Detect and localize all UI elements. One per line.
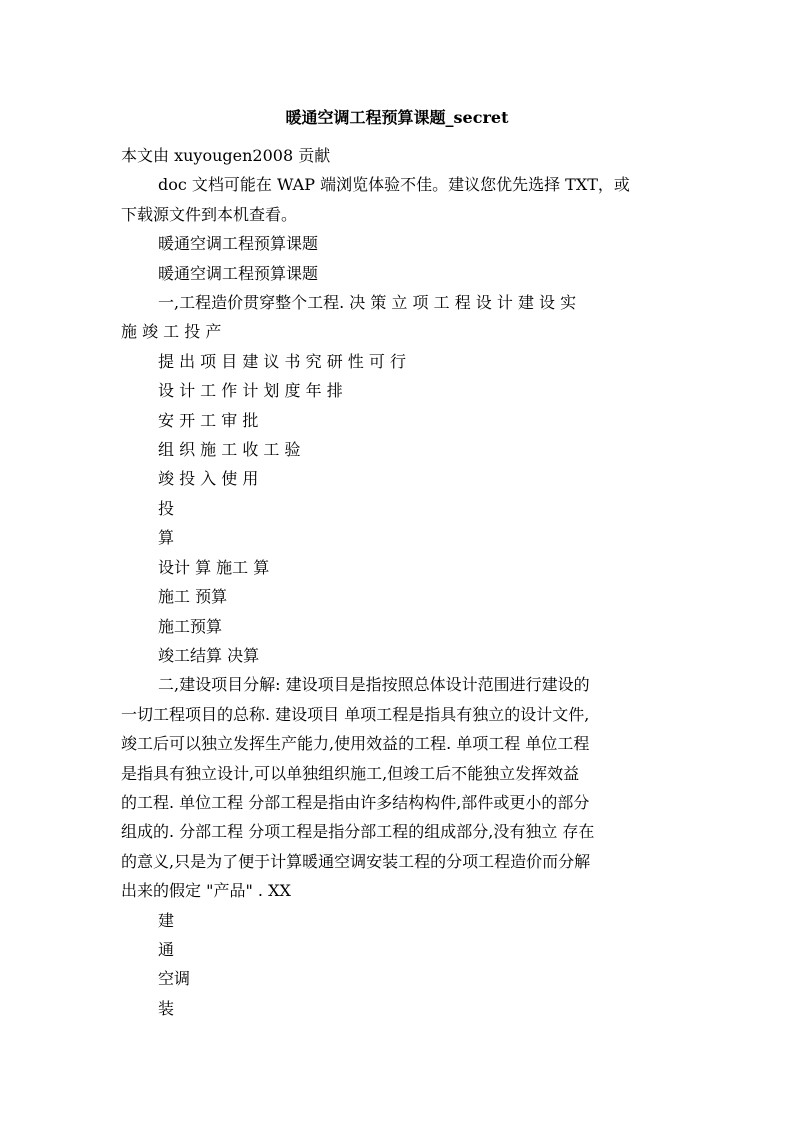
paragraph-line: 的意义,只是为了便于计算暖通空调安装工程的分项工程造价而分解 (121, 851, 591, 871)
flow-step-line: 设 计 工 作 计 划 度 年 排 (158, 381, 343, 401)
diagram-label-line: 通 (158, 939, 175, 959)
flow-step-line: 组 织 施 工 收 工 验 (158, 440, 301, 460)
flow-step-line: 提 出 项 目 建 议 书 究 研 性 可 行 (158, 351, 406, 371)
flow-step-line: 施工预算 (158, 616, 223, 636)
paragraph-line: 一切工程项目的总称. 建设项目 单项工程是指具有独立的设计文件, (121, 704, 590, 724)
paragraph-line: 一,工程造价贯穿整个工程. 决 策 立 项 工 程 设 计 建 设 实 (158, 293, 577, 313)
paragraph-line: 施 竣 工 投 产 (121, 322, 222, 342)
flow-step-line: 安 开 工 审 批 (158, 410, 259, 430)
paragraph-line: 出来的假定 "产品" . XX (121, 881, 291, 901)
heading-line: 暖通空调工程预算课题 (158, 263, 319, 283)
flow-step-line: 竣 投 入 使 用 (158, 469, 259, 489)
flow-step-line: 竣工结算 决算 (158, 645, 260, 665)
document-body (121, 141, 681, 1023)
diagram-label-line: 建 (158, 910, 175, 930)
flow-step-line: 投 (158, 498, 175, 518)
paragraph-line: 二,建设项目分解: 建设项目是指按照总体设计范围进行建设的 (158, 675, 590, 695)
paragraph-line: 竣工后可以独立发挥生产能力,使用效益的工程. 单项工程 单位工程 (121, 734, 590, 754)
paragraph-line: 组成的. 分部工程 分项工程是指分部工程的组成部分,没有独立 存在 (121, 822, 595, 842)
notice-line: doc 文档可能在 WAP 端浏览体验不佳。建议您优先选择 TXT，或 (158, 175, 630, 195)
document-title: 暖通空调工程预算课题_secret (285, 108, 509, 127)
diagram-label-line: 空调 (158, 969, 191, 989)
notice-line-continued: 下载源文件到本机查看。 (121, 204, 298, 224)
flow-step-line: 设计 算 施工 算 (158, 557, 270, 577)
heading-line: 暖通空调工程预算课题 (158, 234, 319, 254)
paragraph-line: 的工程. 单位工程 分部工程是指由许多结构构件,部件或更小的部分 (121, 792, 590, 812)
flow-step-line: 施工 预算 (158, 587, 228, 607)
paragraph-line: 是指具有独立设计,可以单独组织施工,但竣工后不能独立发挥效益 (121, 763, 580, 783)
author-line: 本文由 xuyougen2008 贡献 (121, 146, 331, 165)
flow-step-line: 算 (158, 528, 175, 548)
diagram-label-line: 装 (158, 998, 175, 1018)
